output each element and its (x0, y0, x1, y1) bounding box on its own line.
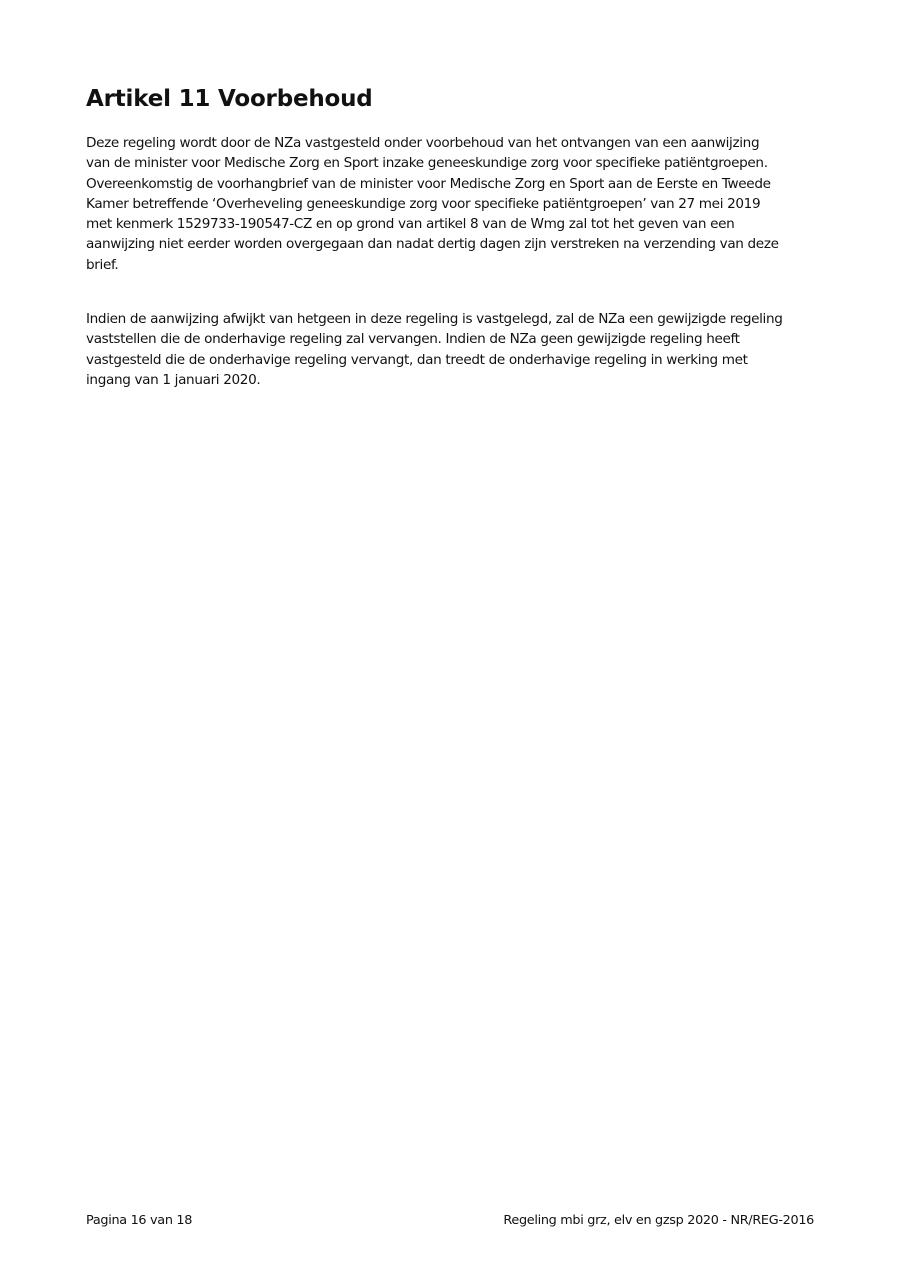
text-line: vastgesteld die de onderhavige regeling vervangt, dan treedt de onderhavige regeling in werking met (86, 351, 748, 368)
text-line: brief. (86, 256, 119, 273)
text-line: vaststellen die de onderhavige regeling zal vervangen. Indien de NZa geen gewijzigde regeling heeft (86, 331, 740, 348)
text-line: aanwijzing niet eerder worden overgegaan dan nadat dertig dagen zijn verstreken na verzending van deze (86, 236, 779, 253)
text-line: Kamer betreffende ‘Overheveling geneeskundige zorg voor specifieke patiëntgroepen’ van 27 mei 2019 (86, 195, 761, 212)
text-line: van de minister voor Medische Zorg en Sport inzake geneeskundige zorg voor specifieke patiëntgroepen. (86, 155, 768, 172)
text-line: Deze regeling wordt door de NZa vastgesteld onder voorbehoud van het ontvangen van een aanwijzing (86, 135, 760, 151)
text-line: met kenmerk 1529733-190547-CZ en op grond van artikel 8 van de Wmg zal tot het geven van een (86, 216, 735, 233)
text-line: Indien de aanwijzing afwijkt van hetgeen in deze regeling is vastgelegd, zal de NZa een gewijzigde regeling (86, 311, 783, 327)
article-heading: Artikel 11 Voorbehoud (86, 86, 373, 112)
page-number: Pagina 16 van 18 (86, 1213, 193, 1228)
text-line: Overeenkomstig de voorhangbrief van de minister voor Medische Zorg en Sport aan de Eerste en Tweede (86, 175, 771, 192)
document-reference: Regeling mbi grz, elv en gzsp 2020 - NR/REG-2016 (503, 1213, 814, 1228)
text-line: ingang van 1 januari 2020. (86, 371, 261, 388)
article-paragraph-2 (86, 309, 783, 390)
article-paragraph-1 (86, 133, 779, 275)
